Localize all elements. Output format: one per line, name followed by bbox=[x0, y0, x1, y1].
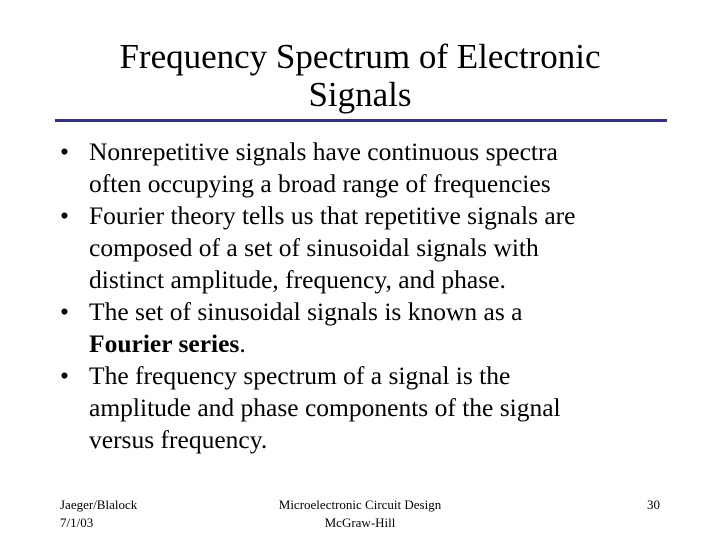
bullet-item-4 bbox=[60, 360, 660, 456]
footer-author-date bbox=[60, 496, 137, 532]
bullet-2-line-1: Fourier theory tells us that repetitive signals are bbox=[89, 201, 576, 230]
footer-publisher: McGraw-Hill bbox=[324, 515, 396, 530]
footer-authors: Jaeger/Blalock bbox=[60, 497, 138, 512]
bullet-4-line-3: versus frequency. bbox=[89, 425, 268, 454]
bullet-list bbox=[60, 136, 660, 456]
bullet-item-2 bbox=[60, 200, 660, 296]
bullet-1-line-2: often occupying a broad range of frequencies bbox=[89, 169, 551, 198]
bullet-4-line-2: amplitude and phase components of the signal bbox=[89, 393, 561, 422]
bullet-item-1 bbox=[60, 136, 660, 200]
bullet-marker: • bbox=[60, 297, 69, 326]
bullet-marker: • bbox=[60, 137, 69, 166]
footer-book-publisher bbox=[210, 496, 510, 532]
slide-title-line-1: Frequency Spectrum of Electronic bbox=[119, 37, 601, 76]
bullet-marker: • bbox=[60, 201, 69, 230]
bullet-4-line-1: The frequency spectrum of a signal is the bbox=[89, 361, 511, 390]
bullet-3-period: . bbox=[239, 329, 246, 358]
bullet-2-line-3: distinct amplitude, frequency, and phase. bbox=[89, 265, 506, 294]
footer-page-number-block bbox=[647, 496, 660, 514]
title-divider bbox=[55, 119, 667, 122]
footer-date: 7/1/03 bbox=[60, 515, 94, 530]
bullet-marker: • bbox=[60, 361, 69, 390]
footer-book-title: Microelectronic Circuit Design bbox=[278, 497, 442, 512]
bullet-3-line-2 bbox=[89, 328, 660, 360]
slide-title bbox=[60, 38, 660, 114]
page-number: 30 bbox=[647, 497, 660, 512]
bullet-item-3 bbox=[60, 296, 660, 360]
bullet-3-line-1: The set of sinusoidal signals is known as a bbox=[89, 297, 523, 326]
fourier-series-term: Fourier series bbox=[89, 329, 240, 358]
bullet-1-line-1: Nonrepetitive signals have continuous spectra bbox=[89, 137, 558, 166]
slide-title-line-2: Signals bbox=[308, 75, 412, 114]
bullet-2-line-2: composed of a set of sinusoidal signals with bbox=[89, 233, 539, 262]
